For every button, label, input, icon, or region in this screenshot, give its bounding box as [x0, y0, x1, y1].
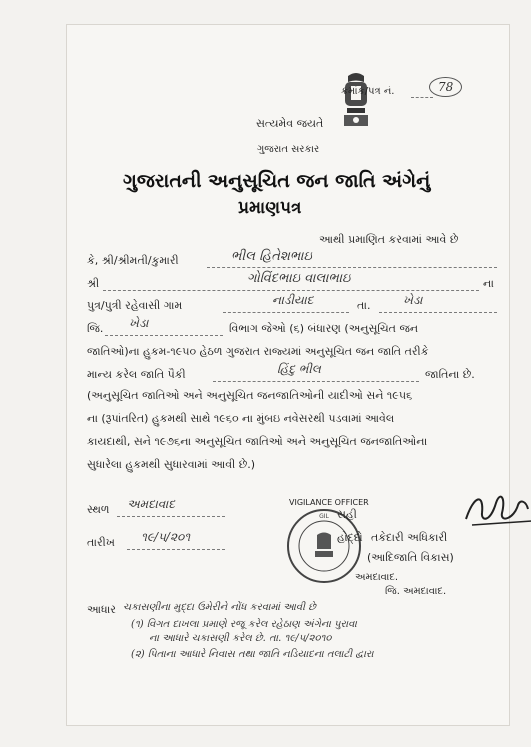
date-value: ૧૯/૫/૨૦૧ [141, 530, 191, 544]
basis-line1: ચકાસણીના મુદ્દા ઉમેરીને નોંધ કરવામાં આવી છે [123, 602, 316, 613]
taluka-label: તા. [357, 299, 371, 312]
rank-line2: (આદિજાતિ વિકાસ) [367, 551, 454, 564]
national-emblem-icon [339, 70, 373, 135]
basis-label: આધાર [87, 603, 116, 616]
rank-line1: તકેદારી અધિકારી [371, 531, 448, 544]
basis-line3: ના આધારે ચકાસણી કરેલ છે. તા. ૧૯/૫/૨૦૧૦ [149, 633, 332, 644]
para1-line1: જાતિઓ)ના હુકમ-૧૯૫૦ હેઠળ ગુજરાત રાજ્યમાં અનુસૂચિત જન જાતિ તરીકે [87, 345, 429, 358]
stamp-text: VIGILANCE OFFICER [289, 498, 369, 507]
officer-signature-icon [462, 489, 531, 531]
government-label: ગુજરાત સરકાર [257, 144, 320, 155]
taluka-value: ખેડા [403, 293, 423, 307]
serial-line [411, 97, 433, 98]
place-value: અમદાવાદ [127, 497, 175, 511]
para1-line2-suffix: જાતિના છે. [425, 368, 475, 381]
father-value: ગોવિંદભાઇ વાલાભાઇ [247, 271, 351, 286]
father-suffix: ના [483, 277, 494, 290]
svg-text:GIL: GIL [319, 513, 329, 520]
office-line2: જિ. અમદાવાદ. [385, 586, 447, 597]
caste-value: હિંદુ ભીલ [277, 362, 321, 376]
district-label: જિ. [87, 322, 104, 335]
serial-label: ક્રમાંક/પત્ર નં. [341, 86, 395, 97]
basis-line2: (૧) વિગત દાખલા પ્રમાણે રજૂ કરેલ રહેઠાણ અંગેના પુરાવા [131, 619, 357, 630]
village-line [223, 312, 349, 313]
name-line [207, 267, 497, 268]
place-label: સ્થળ [87, 503, 110, 516]
caste-line [213, 381, 419, 382]
place-line [117, 516, 225, 517]
certificate-sheet [66, 24, 510, 726]
office-line1: અમદાવાદ. [355, 572, 399, 583]
serial-number: 78 [429, 77, 462, 97]
para2-line1: (અનુસૂચિત જાતિઓ અને અનુસૂચિત જનજાતિઓની યાદીઓ સને ૧૯૫૬ [87, 389, 413, 402]
father-label: શ્રી [87, 277, 100, 290]
para2-line2: ના (રૂપાંતરિત) હુકમથી સાથે ૧૯૬૦ ના મુંબઇ નવેસરથી પડવામાં આવેલ [87, 412, 395, 425]
para1-line2-label: માન્ય કરેલ જાતિ પૈકી [87, 368, 186, 381]
certificate-title: ગુજરાતની અનુસૂચિત જન જાતિ અંગેનું [123, 170, 431, 192]
district-rest: વિભાગ જેઓ (૬) બંધારણ (અનુસૂચિત જન [229, 322, 419, 335]
para2-line4: સુધારેલા હુકમથી સુધારવામાં આવી છે.) [87, 458, 256, 471]
certificate-subtitle: પ્રમાણપત્ર [238, 198, 302, 218]
name-label: કે, શ્રી/શ્રીમતી/કુમારી [87, 254, 179, 267]
father-line [103, 290, 479, 291]
emblem-motto: સત્યમેવ જયતે [256, 117, 324, 130]
date-label: તારીખ [87, 536, 115, 549]
signature-label: સહી [337, 508, 357, 521]
date-line [127, 549, 225, 550]
name-value: ભીલ હિતેશભાઇ [231, 249, 312, 264]
village-value: નાડીયાદ [272, 293, 314, 307]
village-label: પુત્ર/પુત્રી રહેવાસી ગામ [87, 299, 183, 312]
para2-line3: કાયદાથી, સને ૧૯૭૬ના અનુસૂચિત જાતિઓ અને અનુસૂચિત જનજાતિઓના [87, 435, 428, 448]
basis-line4: (૨) પિતાના આધારે નિવાસ તથા જાતિ નડિયાદના તલાટી દ્વારા [131, 649, 374, 660]
certify-text: આથી પ્રમાણિત કરવામાં આવે છે [319, 233, 459, 246]
rank-label: હોદ્દો [337, 531, 363, 544]
district-value: ખેડા [129, 316, 149, 330]
taluka-line [379, 312, 497, 313]
district-line [105, 335, 223, 336]
